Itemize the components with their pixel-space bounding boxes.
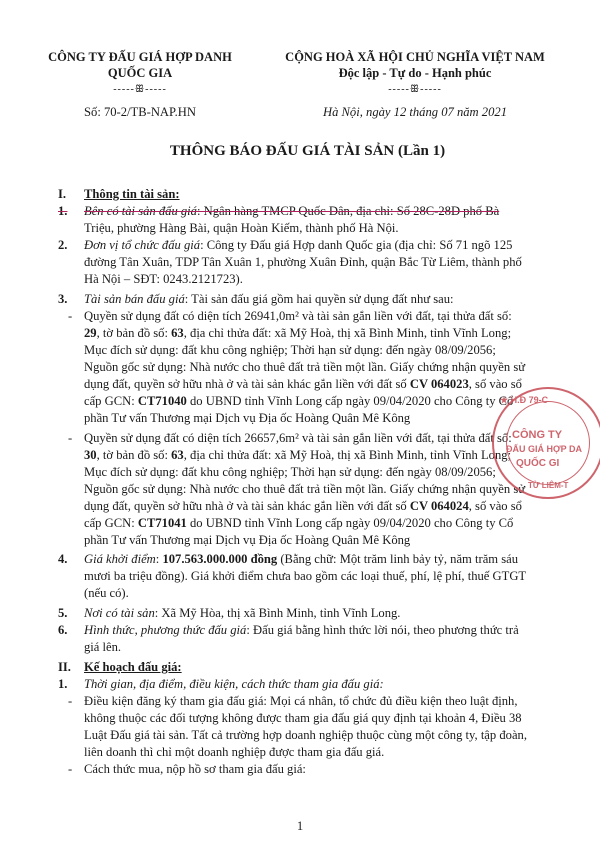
item-1-3-b-line5: [84, 498, 522, 515]
item-1-3-b-line2-t2: , địa chỉ thửa đất: xã Mỹ Hoà, thị xã Bình Minh, tỉnh Vĩnh Long;: [183, 448, 512, 462]
item-1-3-a-line4: Nguồn gốc sử dụng: Nhà nước cho thuê đất trả tiền một lần. Giấy chứng nhận quyền sử: [84, 360, 526, 374]
registry-number: CT71040: [137, 394, 187, 408]
item-2-1-a-line3: Luật Đấu giá tài sản. Tất cả trường hợp doanh nghiệp thuộc cùng một công ty, tập đoàn,: [84, 728, 527, 742]
item-1-2-label: Đơn vị tổ chức đấu giá: [84, 238, 201, 252]
item-1-3-text: : Tài sản đấu giá gồm hai quyền sử dụng đất như sau:: [184, 292, 454, 306]
item-2-1-number: 1.: [58, 677, 68, 691]
company-seal: [492, 387, 600, 499]
item-1-2-line2: đường Tân Xuân, TDP Tân Xuân 1, phường Xuân Đỉnh, quận Bắc Từ Liêm, thành phố: [84, 255, 522, 269]
item-1-3-b-line2-t1: , tờ bản đồ số:: [96, 448, 172, 462]
section-2-number: II.: [58, 660, 71, 674]
item-1-4-text: (Bằng chữ: Một trăm linh bảy tỷ, năm trăm sáu: [277, 552, 519, 566]
certificate-number: CV 064023: [409, 377, 469, 391]
item-1-4-line2: mươi ba triệu đồng). Giá khởi điểm chưa bao gồm các loại thuế, phí, lệ phí, thuế GTGT: [84, 569, 527, 583]
item-1-4-line3: (nếu có).: [84, 586, 129, 600]
item-1-2-line1: [84, 237, 512, 254]
org-name-line2: QUỐC GIA: [107, 66, 173, 80]
section-1-number: I.: [58, 187, 67, 201]
certificate-number: CV 064024: [409, 499, 469, 513]
seal-text-bottom: TỪ LIÊM-T: [528, 481, 569, 490]
map-sheet-number: 63: [171, 326, 184, 340]
national-motto: Độc lập - Tự do - Hạnh phúc: [338, 66, 492, 80]
plot-number: 30: [84, 448, 97, 462]
item-1-3-number: 3.: [58, 292, 68, 306]
item-1-3-a-line6-t1: cấp GCN:: [84, 394, 138, 408]
item-1-3-b-line5-t1: dụng đất, quyền sở hữu nhà ở và tài sản khác gắn liền với đất số: [84, 499, 410, 513]
item-1-6-line1: [84, 622, 519, 639]
item-1-3-b-line6-t1: cấp GCN:: [84, 516, 138, 530]
item-1-3-a-line2: [84, 325, 511, 342]
item-1-3-a-line3: Mục đích sử dụng: đất khu công nghiệp; Thời hạn sử dụng: đến ngày 08/09/2056;: [84, 343, 496, 357]
item-1-3-a-line6: [84, 393, 513, 410]
document-number: Số: 70-2/TB-NAP.HN: [84, 105, 196, 119]
item-1-6-line2: giá lên.: [84, 640, 122, 654]
seal-text-top: ★ H.Đ 79-C: [500, 395, 549, 405]
item-1-3-a-line2-t1: , tờ bản đồ số:: [96, 326, 172, 340]
item-1-3-b-line6-t2: do UBND tỉnh Vĩnh Long cấp ngày 09/04/2020 cho Công ty Cổ: [186, 516, 514, 530]
item-1-3-b-line7: phần Tư vấn Thương mại Dịch vụ Địa ốc Hoàng Quân Mê Kông: [84, 533, 411, 547]
item-1-3-b-line3: Mục đích sử dụng: đất khu công nghiệp; Thời hạn sử dụng: đến ngày 08/09/2056;: [84, 465, 496, 479]
registry-number: CT71041: [137, 516, 187, 530]
item-1-3-a-line5-t2: , số vào sổ: [468, 377, 522, 391]
org-name-line1: CÔNG TY ĐẤU GIÁ HỢP DANH: [48, 50, 232, 64]
item-1-3-b-line6: [84, 515, 513, 532]
item-1-3-line1: [84, 291, 454, 308]
item-1-4-label: Giá khởi điểm: [84, 552, 156, 566]
item-1-2-text: : Công ty Đấu giá Hợp danh Quốc gia (địa chỉ: Số 71 ngõ 125: [200, 238, 513, 252]
item-2-1-a-dash: -: [68, 694, 73, 708]
document-date: Hà Nội, ngày 12 tháng 07 năm 2021: [322, 105, 507, 119]
seal-text-auction: ĐẤU GIÁ HỢP DA: [506, 444, 583, 454]
item-1-3-a-line5-t1: dụng đất, quyền sở hữu nhà ở và tài sản khác gắn liền với đất số: [84, 377, 410, 391]
item-1-3-a-line6-t2: do UBND tỉnh Vĩnh Long cấp ngày 09/04/2020 cho Công ty Cổ: [186, 394, 514, 408]
item-1-3-b-line5-t2: , số vào sổ: [468, 499, 522, 513]
starting-price: 107.563.000.000 đồng: [162, 552, 278, 566]
item-1-3-a-line7: phần Tư vấn Thương mại Dịch vụ Địa ốc Hoàng Quân Mê Kông: [84, 411, 411, 425]
item-1-1-line1: [84, 203, 582, 220]
item-1-1-text: : Ngân hàng TMCP Quốc Dân, địa chỉ: Số 28C-28D phố Bà: [196, 204, 500, 218]
item-1-4-number: 4.: [58, 552, 68, 566]
item-1-3-a-dash: -: [68, 309, 73, 323]
item-1-5-line1: [84, 605, 400, 622]
org-ornament: -----ꕥ-----: [113, 84, 167, 95]
item-1-6-text: : Đấu giá bằng hình thức lời nói, theo phương thức trả: [246, 623, 519, 637]
section-2-heading: Kế hoạch đấu giá:: [84, 660, 182, 674]
section-1-heading: Thông tin tài sản:: [84, 187, 180, 201]
item-2-1-label: Thời gian, địa điểm, điều kiện, cách thức tham gia đấu giá:: [84, 677, 384, 691]
item-1-5-number: 5.: [58, 606, 68, 620]
item-1-5-text: : Xã Mỹ Hòa, thị xã Bình Minh, tỉnh Vĩnh Long.: [154, 606, 401, 620]
page-number: 1: [296, 819, 304, 833]
item-1-3-a-line5: [84, 376, 522, 393]
plot-number: 29: [84, 326, 97, 340]
item-2-1-b-dash: -: [68, 762, 73, 776]
item-2-1-a-line4: liên doanh thì chỉ một doanh nghiệp được tham gia đấu giá.: [84, 745, 385, 759]
item-1-1-line2: Triệu, phường Hàng Bài, quận Hoàn Kiếm, thành phố Hà Nội.: [84, 221, 399, 235]
item-1-1-number: 1.: [58, 204, 68, 218]
item-1-3-label: Tài sản bán đấu giá: [84, 292, 185, 306]
item-1-2-number: 2.: [58, 238, 68, 252]
item-1-4-colon: :: [155, 552, 163, 566]
document-title: THÔNG BÁO ĐẤU GIÁ TÀI SẢN (Lần 1): [169, 143, 446, 159]
item-1-3-b-line2: [84, 447, 511, 464]
item-1-6-number: 6.: [58, 623, 68, 637]
item-1-3-a-line1: Quyền sử dụng đất có diện tích 26941,0m² và tài sản gắn liền với đất, tại thửa đất số:: [84, 309, 512, 323]
item-1-5-label: Nơi có tài sản: [84, 606, 155, 620]
item-1-6-label: Hình thức, phương thức đấu giá: [84, 623, 247, 637]
item-1-3-b-line4: Nguồn gốc sử dụng: Nhà nước cho thuê đất trả tiền một lần. Giấy chứng nhận quyền sử: [84, 482, 526, 496]
seal-text-national: QUỐC GI: [516, 458, 560, 469]
seal-text-company: CÔNG TY: [512, 429, 563, 441]
company-seal-inner-ring: [506, 401, 590, 485]
item-2-1-a-line1: Điều kiện đăng ký tham gia đấu giá: Mọi cá nhân, tổ chức đủ điều kiện theo luật định,: [84, 694, 518, 708]
item-1-3-b-line1: Quyền sử dụng đất có diện tích 26657,6m² và tài sản gắn liền với đất, tại thửa đất số:: [84, 431, 512, 445]
motto-ornament: -----ꕥ-----: [388, 84, 442, 95]
item-2-1-b-line1: Cách thức mua, nộp hồ sơ tham gia đấu giá:: [84, 762, 306, 776]
item-1-1-label: Bên có tài sản đấu giá: [84, 204, 197, 218]
item-1-4-line1: [84, 551, 518, 568]
map-sheet-number: 63: [171, 448, 184, 462]
item-1-2-line3: Hà Nội – SĐT: 0243.2121723).: [84, 272, 243, 286]
item-1-3-a-line2-t2: , địa chỉ thửa đất: xã Mỹ Hoà, thị xã Bình Minh, tỉnh Vĩnh Long;: [183, 326, 512, 340]
item-2-1-a-line2: không thuộc các đối tượng không được tham gia đấu giá quy định tại khoản 4, Điều 38: [84, 711, 522, 725]
item-1-3-b-dash: -: [68, 431, 73, 445]
country-name: CỘNG HOÀ XÃ HỘI CHỦ NGHĨA VIỆT NAM: [285, 50, 545, 64]
